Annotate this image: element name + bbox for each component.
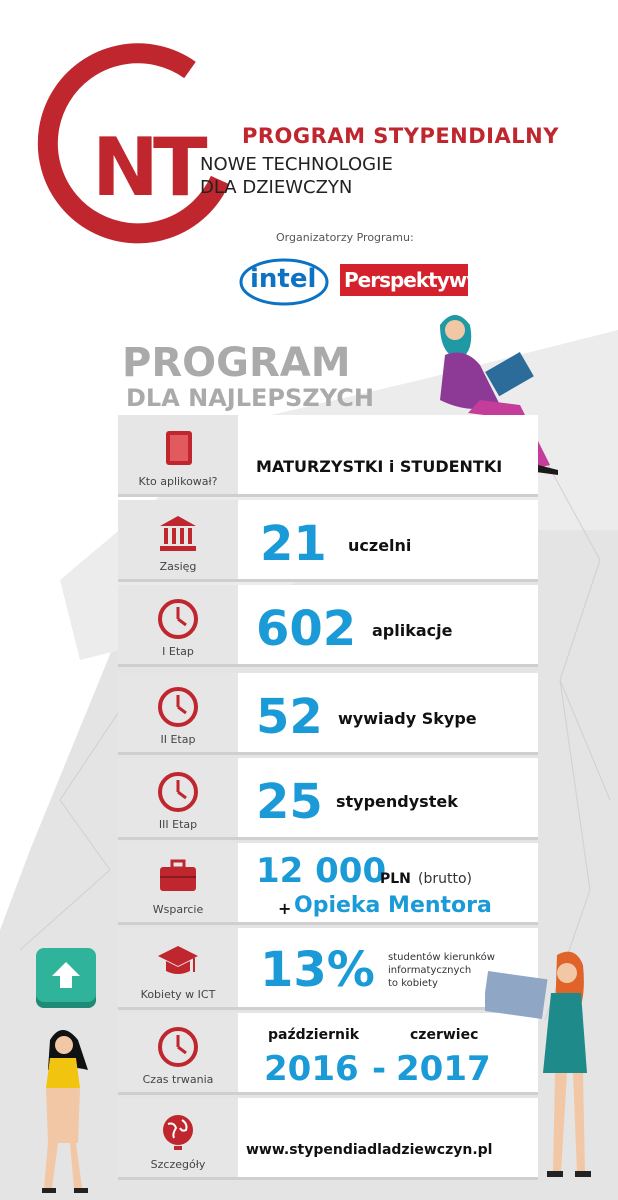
clock-icon (156, 685, 200, 729)
girl-lifting-illustration (30, 1010, 110, 1195)
clock-icon (156, 597, 200, 641)
row-caption: II Etap (160, 733, 196, 746)
year-dash: - (372, 1049, 387, 1089)
program-subtitle-1: NOWE TECHNOLOGIE (200, 154, 393, 175)
row-ii-etap (118, 673, 538, 755)
universities-label: uczelni (348, 536, 412, 555)
graduation-cap-icon (156, 940, 200, 984)
row-caption: Kto aplikował? (138, 475, 218, 488)
logo-letters: NT (92, 121, 202, 214)
applications-label: aplikacje (372, 621, 453, 640)
hero-line-2: DLA NAJLEPSZYCH (126, 384, 374, 412)
row-caption: Czas trwania (142, 1073, 214, 1086)
nt-logo (30, 40, 240, 250)
intel-text: intel (250, 264, 317, 294)
briefcase-icon (156, 855, 200, 899)
women-ict-detail-3: to kobiety (388, 978, 438, 989)
amount-number: 12 000 (256, 851, 387, 891)
row-wsparcie (118, 843, 538, 925)
row-kto-aplikowal (118, 415, 538, 497)
clock-icon (156, 1025, 200, 1069)
row-caption: Szczegóły (150, 1158, 206, 1171)
month-start: październik (268, 1027, 360, 1043)
year-start: 2016 (264, 1049, 359, 1089)
arrow-up-icon (50, 960, 82, 990)
interviews-number: 52 (256, 689, 323, 745)
women-ict-detail-2: informatycznych (388, 965, 472, 976)
row-iii-etap (118, 758, 538, 840)
mentor-care-text: Opieka Mentora (294, 893, 492, 918)
row-i-etap (118, 585, 538, 667)
row-szczegoly (118, 1098, 538, 1180)
row-caption: Zasięg (159, 560, 197, 573)
amount-note: (brutto) (418, 871, 472, 887)
plus-sign: + (278, 899, 292, 918)
row-czas-trwania (118, 1013, 538, 1095)
applications-number: 602 (256, 601, 357, 657)
women-ict-percent: 13% (260, 942, 375, 998)
applicants-text: MATURZYSTKI i STUDENTKI (256, 457, 503, 476)
website-link[interactable]: www.stypendiadladziewczyn.pl (246, 1142, 493, 1158)
program-subtitle-2: DLA DZIEWCZYN (200, 177, 353, 198)
book-icon (156, 427, 200, 471)
universities-number: 21 (260, 516, 327, 572)
women-ict-detail-1: studentów kierunków (388, 952, 495, 963)
globe-icon (156, 1110, 200, 1154)
program-title: PROGRAM STYPENDIALNY (242, 124, 559, 148)
month-end: czerwiec (410, 1027, 479, 1043)
scholars-number: 25 (256, 774, 323, 830)
row-zasieg (118, 500, 538, 582)
interviews-label: wywiady Skype (338, 709, 477, 728)
row-caption: III Etap (158, 818, 198, 831)
row-caption: I Etap (162, 645, 194, 658)
woman-presenting-illustration (485, 945, 605, 1185)
perspektywy-text: Perspektywy (344, 268, 479, 292)
organizers-label: Organizatorzy Programu: (276, 231, 414, 244)
hero-line-1: PROGRAM (122, 340, 351, 386)
row-caption: Kobiety w ICT (140, 988, 216, 1001)
university-icon (156, 512, 200, 556)
scholars-label: stypendystek (336, 792, 458, 811)
amount-currency: PLN (380, 871, 411, 887)
row-caption: Wsparcie (152, 903, 204, 916)
clock-icon (156, 770, 200, 814)
year-end: 2017 (396, 1049, 491, 1089)
row-kobiety-ict (118, 928, 538, 1010)
